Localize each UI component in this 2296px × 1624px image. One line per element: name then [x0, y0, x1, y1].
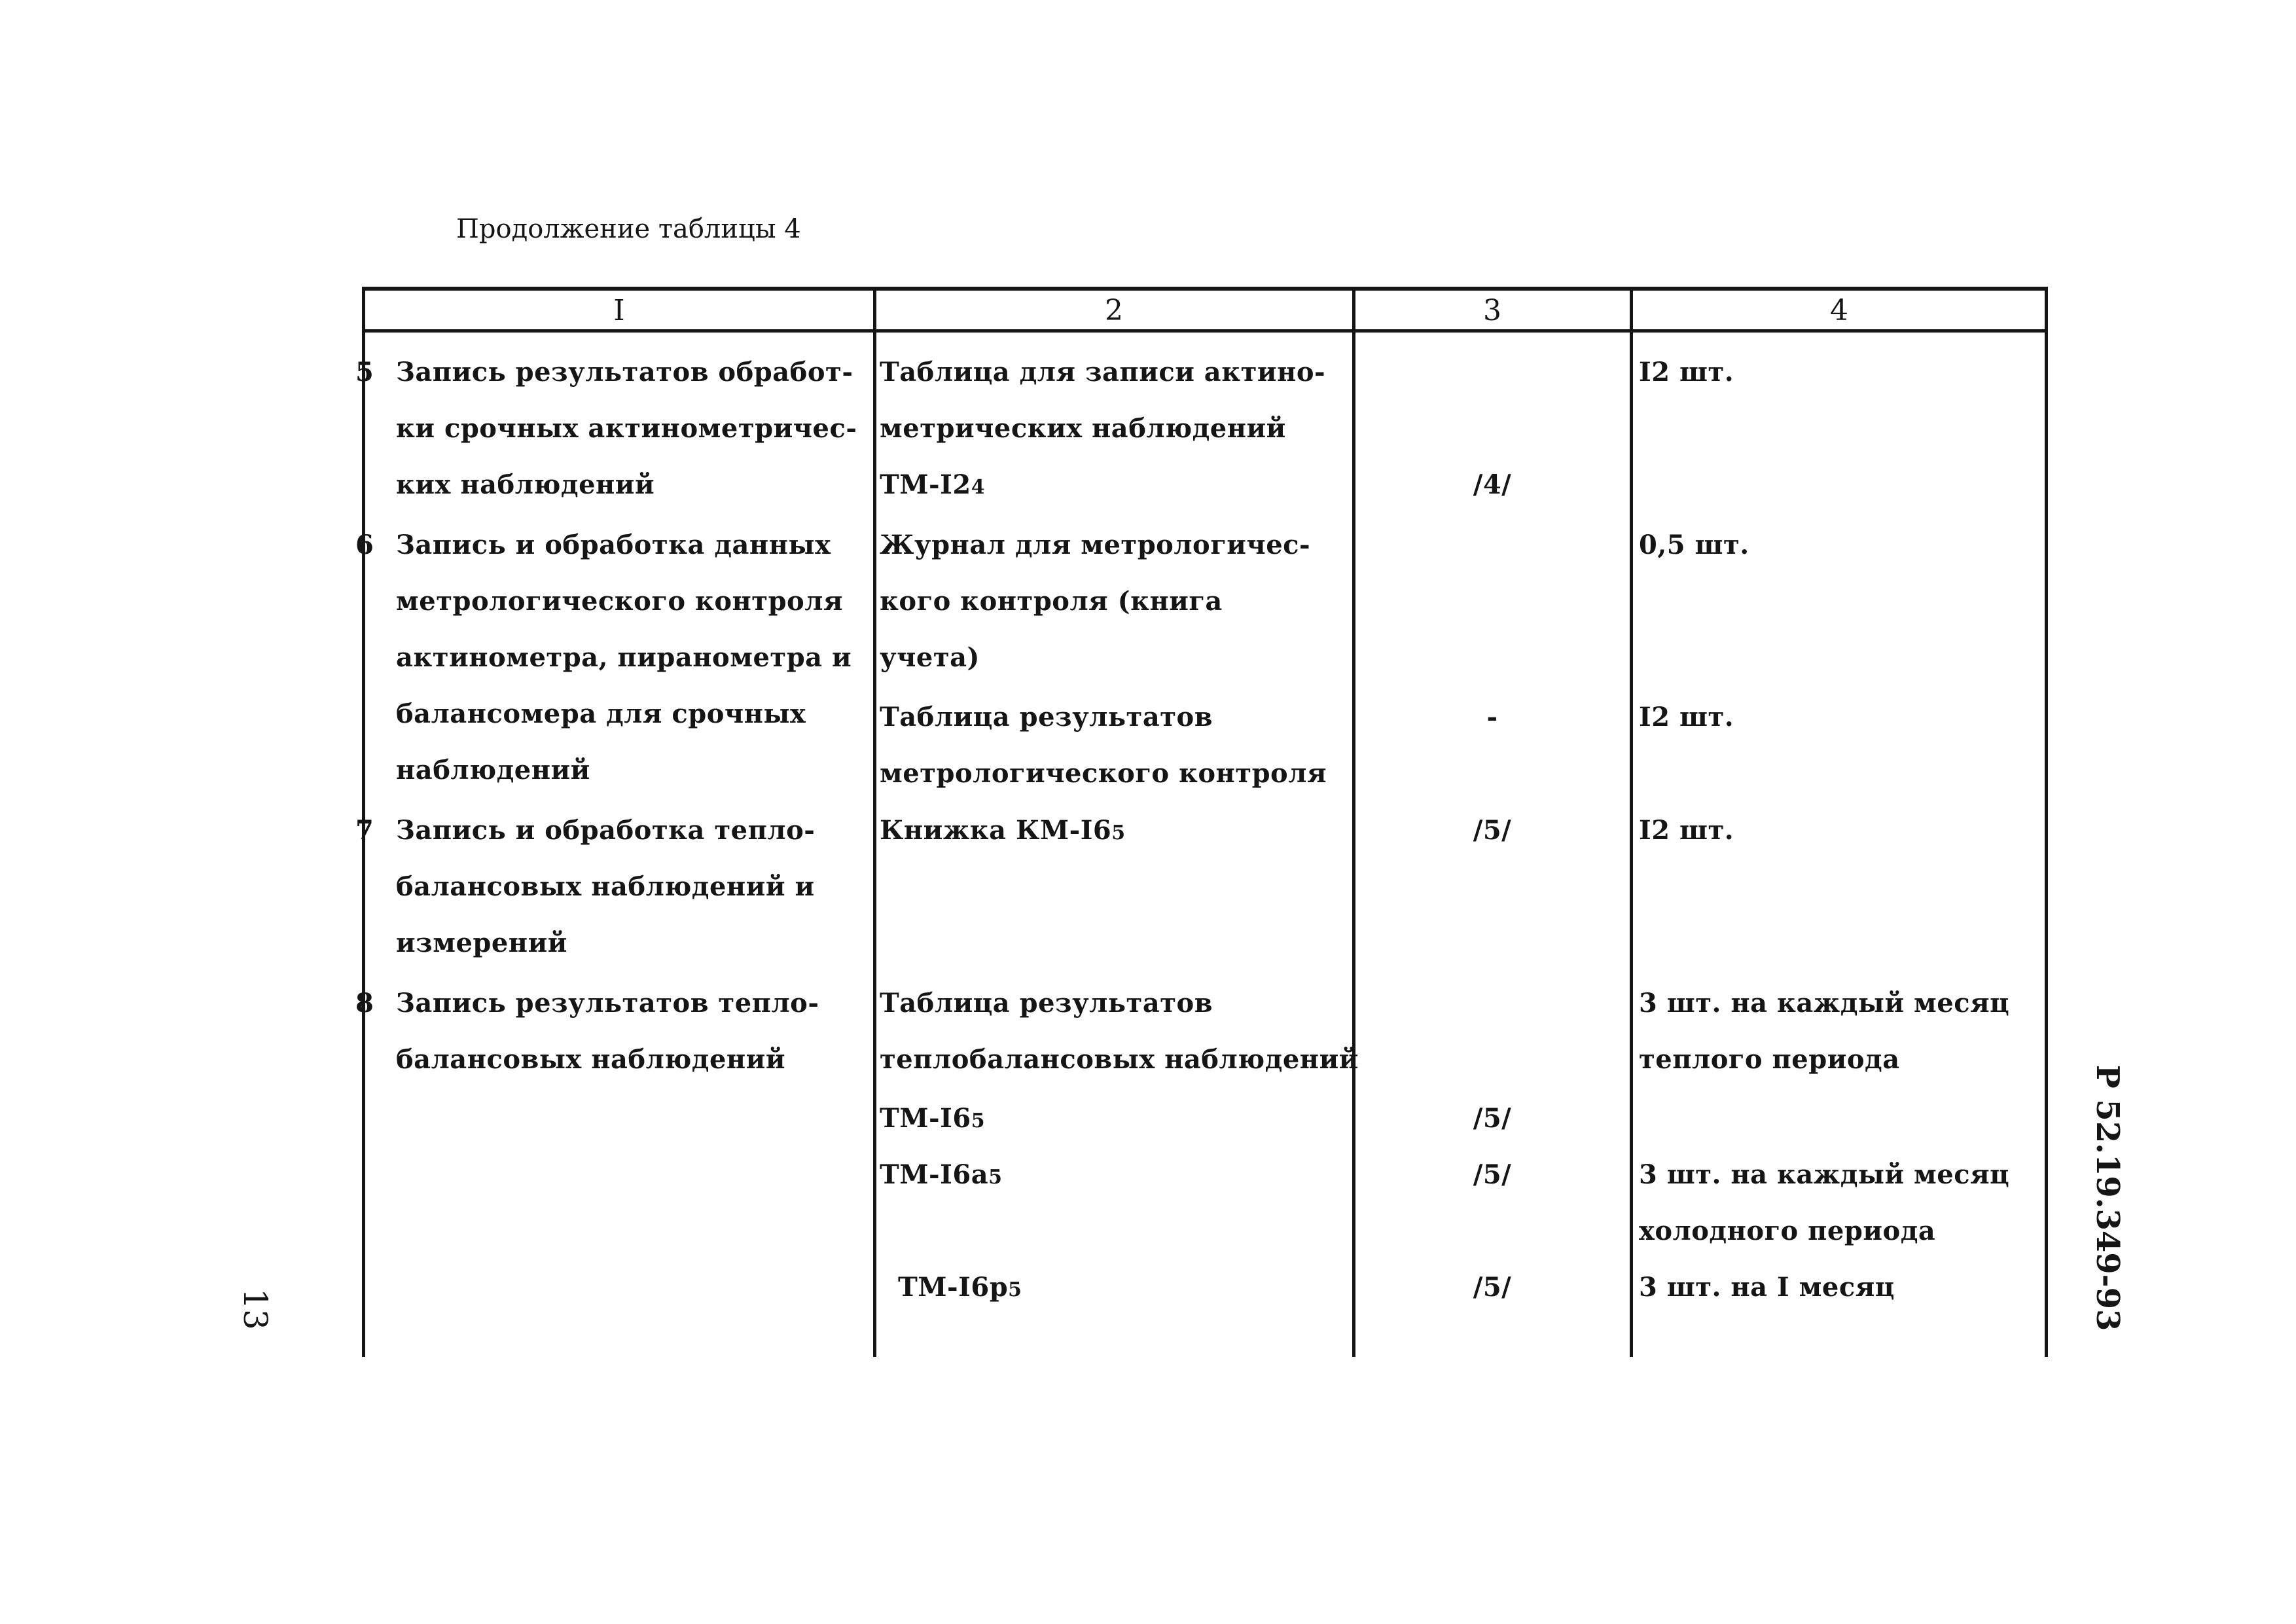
- form-text: Журнал для метрологичес-: [880, 530, 1311, 560]
- header-col-1: I: [613, 294, 625, 327]
- quantity-line: 3 шт. на каждый месяц: [1639, 1159, 2010, 1190]
- cell-operation: [396, 517, 867, 799]
- cell-form: [880, 803, 1348, 859]
- cell-reference: /4/: [1473, 469, 1512, 500]
- form-text: метрологического контроля: [880, 758, 1327, 789]
- quantity-line: 3 шт. на I месяц: [1639, 1272, 1895, 1303]
- page-number: 13: [236, 1288, 274, 1330]
- form-text: ТМ-I6р: [898, 1272, 1009, 1303]
- cell-form: [880, 517, 1348, 686]
- cell-form: [880, 975, 1359, 1088]
- cell-operation: [396, 344, 867, 513]
- operation-line: наблюдений: [396, 755, 590, 785]
- cell-form: [880, 344, 1348, 513]
- form-text: Книжка КМ-I6: [880, 815, 1112, 846]
- cell-quantity: [1639, 975, 2041, 1088]
- quantity-line: I2 шт.: [1639, 357, 1734, 388]
- row-number: 7: [355, 815, 374, 846]
- cell-operation: [396, 803, 867, 971]
- form-text: ТМ-I6а: [880, 1159, 989, 1190]
- quantity-line: теплого периода: [1639, 1044, 1900, 1075]
- quantity-line: I2 шт.: [1639, 815, 1734, 846]
- cell-quantity: [1639, 803, 2041, 859]
- cell-form: [880, 1091, 1348, 1147]
- form-line: [880, 746, 1348, 802]
- quantity-line: 3 шт. на каждый месяц: [1639, 988, 2010, 1019]
- quantity-line: I2 шт.: [1639, 702, 1734, 732]
- form-text: теплобалансовых наблюдений: [880, 1044, 1359, 1075]
- table-caption: Продолжение таблицы 4: [456, 214, 801, 244]
- form-text: ТМ-I6: [880, 1103, 971, 1134]
- header-col-4: 4: [1830, 294, 1848, 327]
- operation-line: ки срочных актинометричес-: [396, 413, 857, 444]
- form-line: [880, 457, 1348, 513]
- form-line: [880, 1091, 1348, 1147]
- header-col-3: 3: [1483, 294, 1501, 327]
- operation-line: Запись и обработка тепло-: [396, 815, 816, 846]
- cell-quantity: [1639, 1147, 2041, 1259]
- operation-line: Запись результатов обработ-: [396, 357, 853, 388]
- cell-form: [880, 689, 1348, 802]
- footnote-mark: 5: [1008, 1278, 1022, 1301]
- form-text: Таблица для записи актино-: [880, 357, 1326, 388]
- cell-quantity: [1639, 689, 2041, 746]
- form-text: ТМ-I2: [880, 469, 971, 500]
- table-top-border: [364, 287, 2048, 291]
- cell-reference: /5/: [1473, 815, 1512, 846]
- row-number: 8: [355, 988, 374, 1019]
- operation-line: актинометра, пиранометра и: [396, 642, 852, 673]
- form-text: метрических наблюдений: [880, 413, 1286, 444]
- cell-reference: /5/: [1473, 1103, 1512, 1134]
- document-code: Р 52.19.349-93: [2089, 1064, 2126, 1331]
- form-line: [880, 344, 1348, 401]
- operation-line: балансовых наблюдений и: [396, 871, 815, 902]
- quantity-line: холодного периода: [1639, 1216, 1936, 1246]
- form-line: [880, 975, 1348, 1032]
- operation-line: метрологического контроля: [396, 586, 843, 617]
- cell-reference: -: [1486, 702, 1498, 732]
- operation-line: балансомера для срочных: [396, 698, 806, 729]
- form-line: [880, 630, 1348, 686]
- cell-quantity: [1639, 344, 2041, 401]
- form-text: Таблица результатов: [880, 988, 1213, 1019]
- form-text: учета): [880, 642, 980, 673]
- operation-line: ких наблюдений: [396, 469, 655, 500]
- form-text: Таблица результатов: [880, 702, 1213, 732]
- form-line: [880, 689, 1348, 746]
- operation-line: балансовых наблюдений: [396, 1044, 786, 1075]
- cell-quantity: [1639, 1259, 2041, 1316]
- form-line: [880, 517, 1348, 573]
- cell-quantity: [1639, 517, 2041, 573]
- cell-reference: /5/: [1473, 1272, 1512, 1303]
- form-line: [880, 573, 1348, 630]
- form-line: [880, 803, 1348, 859]
- operation-line: измерений: [396, 928, 567, 958]
- operation-line: Запись и обработка данных: [396, 530, 831, 560]
- quantity-line: 0,5 шт.: [1639, 530, 1749, 560]
- form-line: [880, 401, 1348, 457]
- footnote-mark: 5: [988, 1166, 1003, 1189]
- column-divider-1: [873, 287, 876, 1357]
- form-line: [880, 1032, 1359, 1088]
- header-col-2: 2: [1105, 294, 1123, 327]
- cell-form: [880, 1147, 1348, 1203]
- form-text: кого контроля (книга: [880, 586, 1223, 617]
- operation-line: Запись результатов тепло-: [396, 988, 819, 1019]
- row-number: 6: [355, 530, 374, 560]
- footnote-mark: 5: [971, 1110, 986, 1132]
- cell-operation: [396, 975, 867, 1088]
- form-line: [880, 1147, 1348, 1203]
- cell-reference: /5/: [1473, 1159, 1512, 1190]
- footnote-mark: 5: [1111, 821, 1126, 844]
- form-line: [898, 1259, 1366, 1316]
- table-right-border: [2045, 287, 2048, 1357]
- row-number: 5: [355, 357, 374, 388]
- footnote-mark: 4: [971, 476, 986, 499]
- cell-form: [898, 1259, 1366, 1316]
